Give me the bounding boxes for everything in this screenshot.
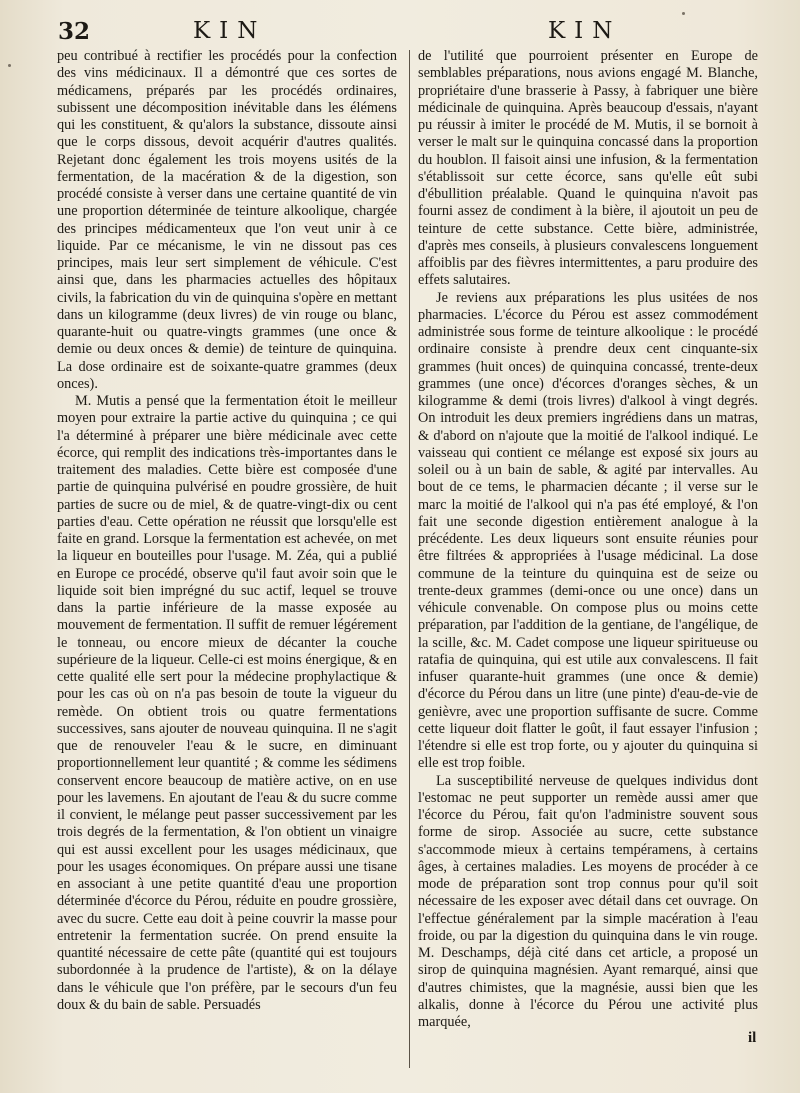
paragraph: peu contribué à rectifier les procédés pour la confection des vins médicinaux. Il a démontré que ces sortes de médicamens, préparés par les procédés ordinaires, subissent une décomposition inévitable dans les élémens qui les constituent, & qu'alors la substance, dissoute ainsi que le corps dissous, devoit acquérir d'autres qualités. Rejetant donc également les trois moyens usités de la fermentation, de la macération & de la digestion, son procédé consiste à verser dans une certaine quantité de vin une proportion déterminée de teinture alkoolique, chargée des principes médicamenteux que l'on veut unir à ce liquide. Par ce mécanisme, le vin ne dissout pas ces principes, mais leur sert simplement de véhicule. C'est ainsi que, dans les pharmacies actuelles des hôpitaux civils, la fabrication du vin de quinquina s'opère en mettant dans un kilogramme (deux livres) de vin rouge ou blanc, quarante-huit ou quatre-vingts grammes (une once & demie ou deux onces & demie) de teinture de quinquina. La dose ordinaire est de soixante-quatre grammes (deux onces). <box>57 48 397 392</box>
left-column <box>57 48 397 1068</box>
paragraph: La susceptibilité nerveuse de quelques individus dont l'estomac ne peut supporter un remède aussi amer que l'écorce du Pérou, fait qu'on l'administre souvent sous forme de sirop. Associée au sucre, cette substance s'accommode mieux à certains tempéramens, à certains âges, à certaines maladies. Les moyens de procéder à ce mode de préparation sont trop connus pour qu'il soit nécessaire de les exposer avec détail dans cet ouvrage. On l'effectue généralement par la simple macération à l'eau froide, ou par la digestion du quinquina dans le vin rouge. M. Deschamps, déjà cité dans cet article, a proposé un sirop de quinquina magnésien. Ayant remarqué, ainsi que d'autres chimistes, que la magnésie, aussi bien que les alkalis, donne à l'écorce du Pérou une activité plus marquée, <box>418 772 758 1030</box>
running-head-left: KIN <box>193 18 267 44</box>
page-header <box>0 18 800 48</box>
ink-speck <box>8 64 11 67</box>
running-head-right: KIN <box>548 18 622 44</box>
paragraph: de l'utilité que pourroient présenter en Europe de semblables préparations, nous avions engagé M. Blanche, propriétaire d'une brasserie à Passy, à fabriquer une bière médicinale de quinquina. Après beaucoup d'essais, n'ayant pu réussir à imiter le procédé de M. Mutis, il se bornoit à verser le malt sur le quinquina concassé dans la proportion du houblon. Il faisoit ainsi une infusion, & la fermentation s'établissoit sur cette écorce, sans qu'elle eût subi d'ébullition préalable. Quand le quinquina n'avoit pas fourni assez de condiment à la bière, il ajoutoit un peu de teinture de cette substance. Cette bière, administrée, d'après mes conseils, à plusieurs convalescens longuement affoiblis par des fièvres intermittentes, a paru produire des effets salutaires. <box>418 48 758 289</box>
page-number: 32 <box>58 18 91 45</box>
catchword: il <box>748 1030 757 1046</box>
ink-speck <box>682 12 685 15</box>
paragraph: Je reviens aux préparations les plus usitées de nos pharmacies. L'écorce du Pérou est assez commodément administrée sous forme de teinture alkoolique : le procédé ordinaire consiste à prendre deux cent cinquante-six grammes (huit onces) de quinquina concassé, trente-deux grammes (une once) d'écorces d'oranges sèches, & un kilogramme & demi (trois livres) d'alkool à vingt degrés. On introduit les deux premiers ingrédiens dans un matras, & d'abord on n'ajoute que la moitié de l'alkool indiqué. Le vaisseau qui contient ce mélange est exposé six jours au soleil ou à un bain de sable, & agité par intervalles. Au bout de ce tems, le pharmacien décante ; il verse sur le marc la moitié de l'alkool qui n'a pas été employé, & l'on fait une seconde digestion entièrement analogue à la précédente. Les deux liqueurs sont ensuite réunies pour être filtrées & appropriées à l'usage médicinal. La dose commune de la teinture du quinquina est de seize ou trente-deux grammes (demi-once ou une once) dans un véhicule convenable. On compose plus ou moins cette préparation, par l'addition de la gentiane, de l'angélique, de la scille, &c. M. Cadet compose une liqueur spiritueuse ou ratafia de quinquina, qui est utile aux convalescens. Il fait infuser quarante-huit grammes (une once & demie) d'écorce du Pérou dans un litre (une pinte) d'eau-de-vie de genièvre, avec une proportion suffisante de sucre. Comme cette liqueur doit flatter le goût, il faut essayer l'infusion ; l'étendre si elle est trop forte, ou y ajouter du quinquina si elle est trop foible. <box>418 289 758 772</box>
paragraph: M. Mutis a pensé que la fermentation étoit le meilleur moyen pour extraire la partie active du quinquina ; ce qui l'a déterminé à préparer une bière médicinale avec cette écorce, qui remplit des indications très-importantes dans le traitement des maladies. Cette bière est composée d'une partie de quinquina pulvérisé en poudre grossière, de huit parties de sucre ou de miel, & de quatre-vingt-dix ou cent parties d'eau. Cette opération ne réussit que lorsqu'elle est faite en grand. Lorsque la fermentation est achevée, on met la liqueur en bouteilles pour l'usage. M. Zéa, qui a publié en Europe ce procédé, observe qu'il faut avoir soin que le liquide soit bien imprégné du suc actif, lequel se trouve dans la partie inférieure de la masse exposée au mouvement de fermentation. Il suffit de remuer légérement le tonneau, ou encore mieux de décanter la couche supérieure de la liqueur. Celle-ci est moins énergique, & en cette qualité elle sert pour la médecine prophylactique & pour les cas où on n'a pas besoin de toute la vigueur du remède. On obtient trois ou quatre fermentations successives, sans ajouter de nouveau quinquina. Il ne s'agit que de renouveler l'eau & le sucre, en diminuant proportionnellement leur quantité ; & comme les sédimens conservent encore beaucoup de matière active, on en use pour les lavemens. En ajoutant de l'eau & du sucre comme il convient, le mélange peut passer successivement par les trois degrés de la fermentation, & l'on obtient un vinaigre qui est aussi excellent pour les usages médicinaux, que pour les usages économiques. On prépare aussi une tisane en associant à une petite quantité d'eau une proportion déterminée d'écorce du Pérou, réduite en poudre grossière, avec du sucre. Cette eau doit à peine couvrir la masse pour entretenir la fermentation sucrée. On prend ensuite la quantité nécessaire de cette pâte (quantité qui est toujours subordonnée à la prudence de l'artiste), & on la délaye dans le véhicule que l'on préfère, par le secours d'un feu doux & du bain de sable. Persuadés <box>57 393 397 1013</box>
column-divider <box>409 50 410 1068</box>
right-column <box>418 48 758 1068</box>
